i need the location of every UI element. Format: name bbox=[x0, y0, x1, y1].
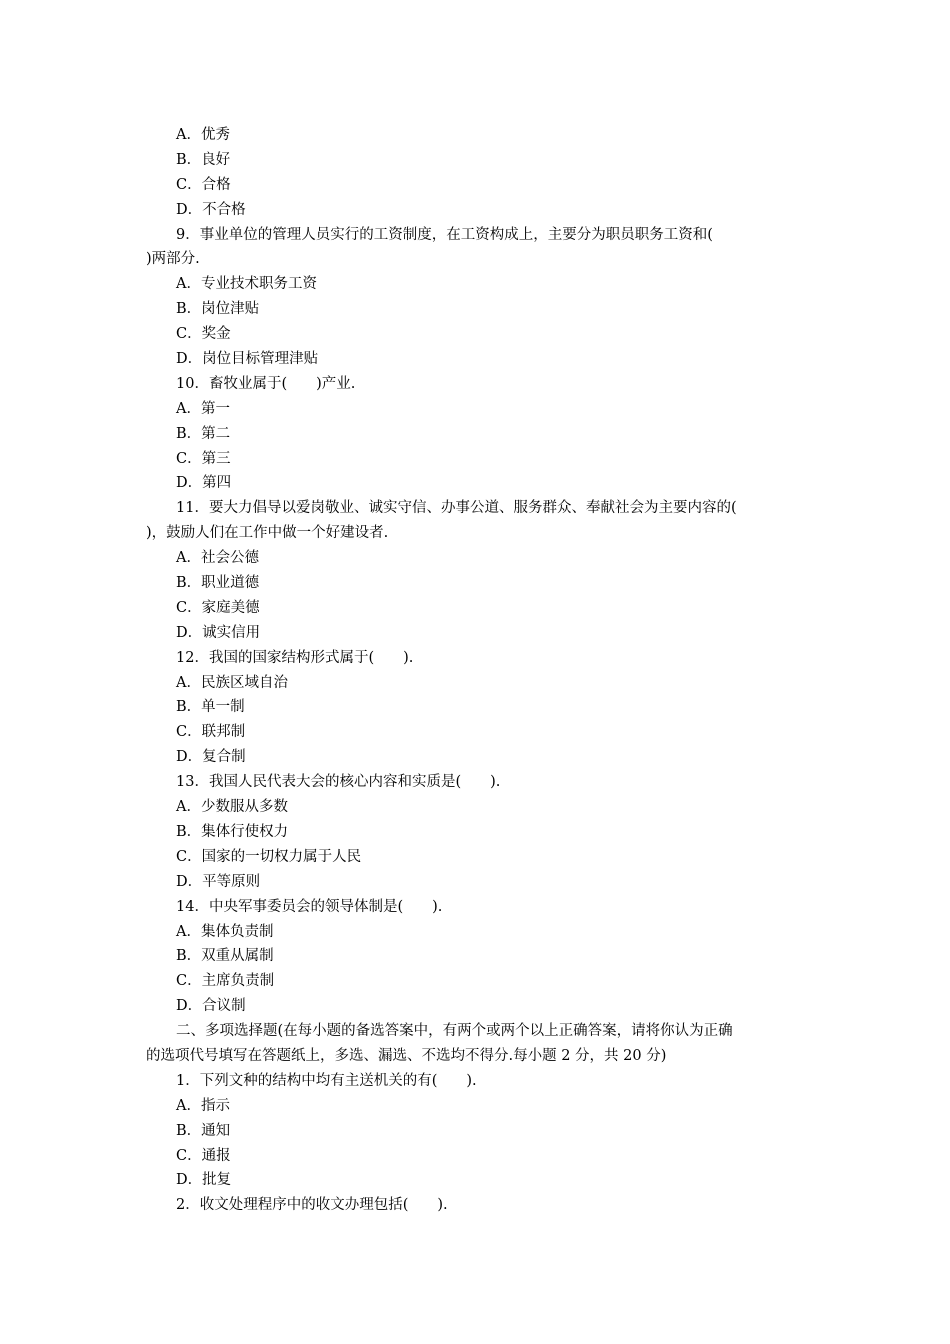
option-line: A．少数服从多数 bbox=[176, 799, 288, 816]
option-line: D．批复 bbox=[176, 1172, 232, 1189]
option-line: B．通知 bbox=[176, 1122, 231, 1139]
option-line: A．社会公德 bbox=[176, 550, 259, 567]
question-line: 2．收文处理程序中的收文办理包括( ). bbox=[176, 1197, 448, 1214]
question-line: 14．中央军事委员会的领导体制是( ). bbox=[176, 898, 443, 915]
option-line: C．国家的一切权力属于人民 bbox=[176, 848, 362, 865]
continuation-line: )两部分. bbox=[146, 251, 200, 268]
option-line: D．复合制 bbox=[176, 749, 246, 766]
option-line: D．平等原则 bbox=[176, 873, 261, 890]
option-line: B．良好 bbox=[176, 151, 231, 168]
option-line: B．双重从属制 bbox=[176, 948, 274, 965]
option-line: D．第四 bbox=[176, 475, 232, 492]
question-line: 1．下列文种的结构中均有主送机关的有( ). bbox=[176, 1072, 477, 1089]
question-line: 11．要大力倡导以爱岗敬业、诚实守信、办事公道、服务群众、奉献社会为主要内容的( bbox=[176, 500, 737, 517]
option-line: C．家庭美德 bbox=[176, 599, 260, 616]
continuation-line: 的选项代号填写在答题纸上，多选、漏选、不选均不得分.每小题 2 分，共 20 分) bbox=[146, 1047, 667, 1064]
option-line: A．专业技术职务工资 bbox=[176, 276, 317, 293]
question-line: 10．畜牧业属于( )产业. bbox=[176, 375, 356, 392]
continuation-line: )，鼓励人们在工作中做一个好建设者. bbox=[146, 525, 389, 542]
option-line: D．岗位目标管理津贴 bbox=[176, 351, 319, 368]
option-line: A．第一 bbox=[176, 400, 230, 417]
section-heading-line: 二、多项选择题(在每小题的备选答案中，有两个或两个以上正确答案，请将你认为正确 bbox=[176, 1023, 733, 1040]
option-line: B．集体行使权力 bbox=[176, 823, 289, 840]
question-line: 13．我国人民代表大会的核心内容和实质是( ). bbox=[176, 774, 501, 791]
option-line: C．联邦制 bbox=[176, 724, 246, 741]
option-line: C．通报 bbox=[176, 1147, 231, 1164]
option-line: B．岗位津贴 bbox=[176, 301, 260, 318]
option-line: A．集体负责制 bbox=[176, 923, 274, 940]
option-line: C．合格 bbox=[176, 176, 231, 193]
question-line: 9．事业单位的管理人员实行的工资制度，在工资构成上，主要分为职员职务工资和( bbox=[176, 226, 713, 243]
option-line: C．第三 bbox=[176, 450, 231, 467]
option-line: C．主席负责制 bbox=[176, 973, 275, 990]
option-line: A．优秀 bbox=[176, 127, 230, 143]
option-line: B．职业道德 bbox=[176, 575, 260, 592]
document-page bbox=[0, 123, 950, 1218]
option-line: A．民族区域自治 bbox=[176, 674, 288, 691]
option-line: D．不合格 bbox=[176, 201, 246, 218]
option-line: A．指示 bbox=[176, 1097, 230, 1114]
option-line: D．诚实信用 bbox=[176, 624, 261, 641]
option-line: D．合议制 bbox=[176, 998, 246, 1015]
option-line: B．单一制 bbox=[176, 699, 245, 716]
question-line: 12．我国的国家结构形式属于( ). bbox=[176, 649, 414, 666]
option-line: B．第二 bbox=[176, 425, 231, 442]
option-line: C．奖金 bbox=[176, 326, 231, 343]
